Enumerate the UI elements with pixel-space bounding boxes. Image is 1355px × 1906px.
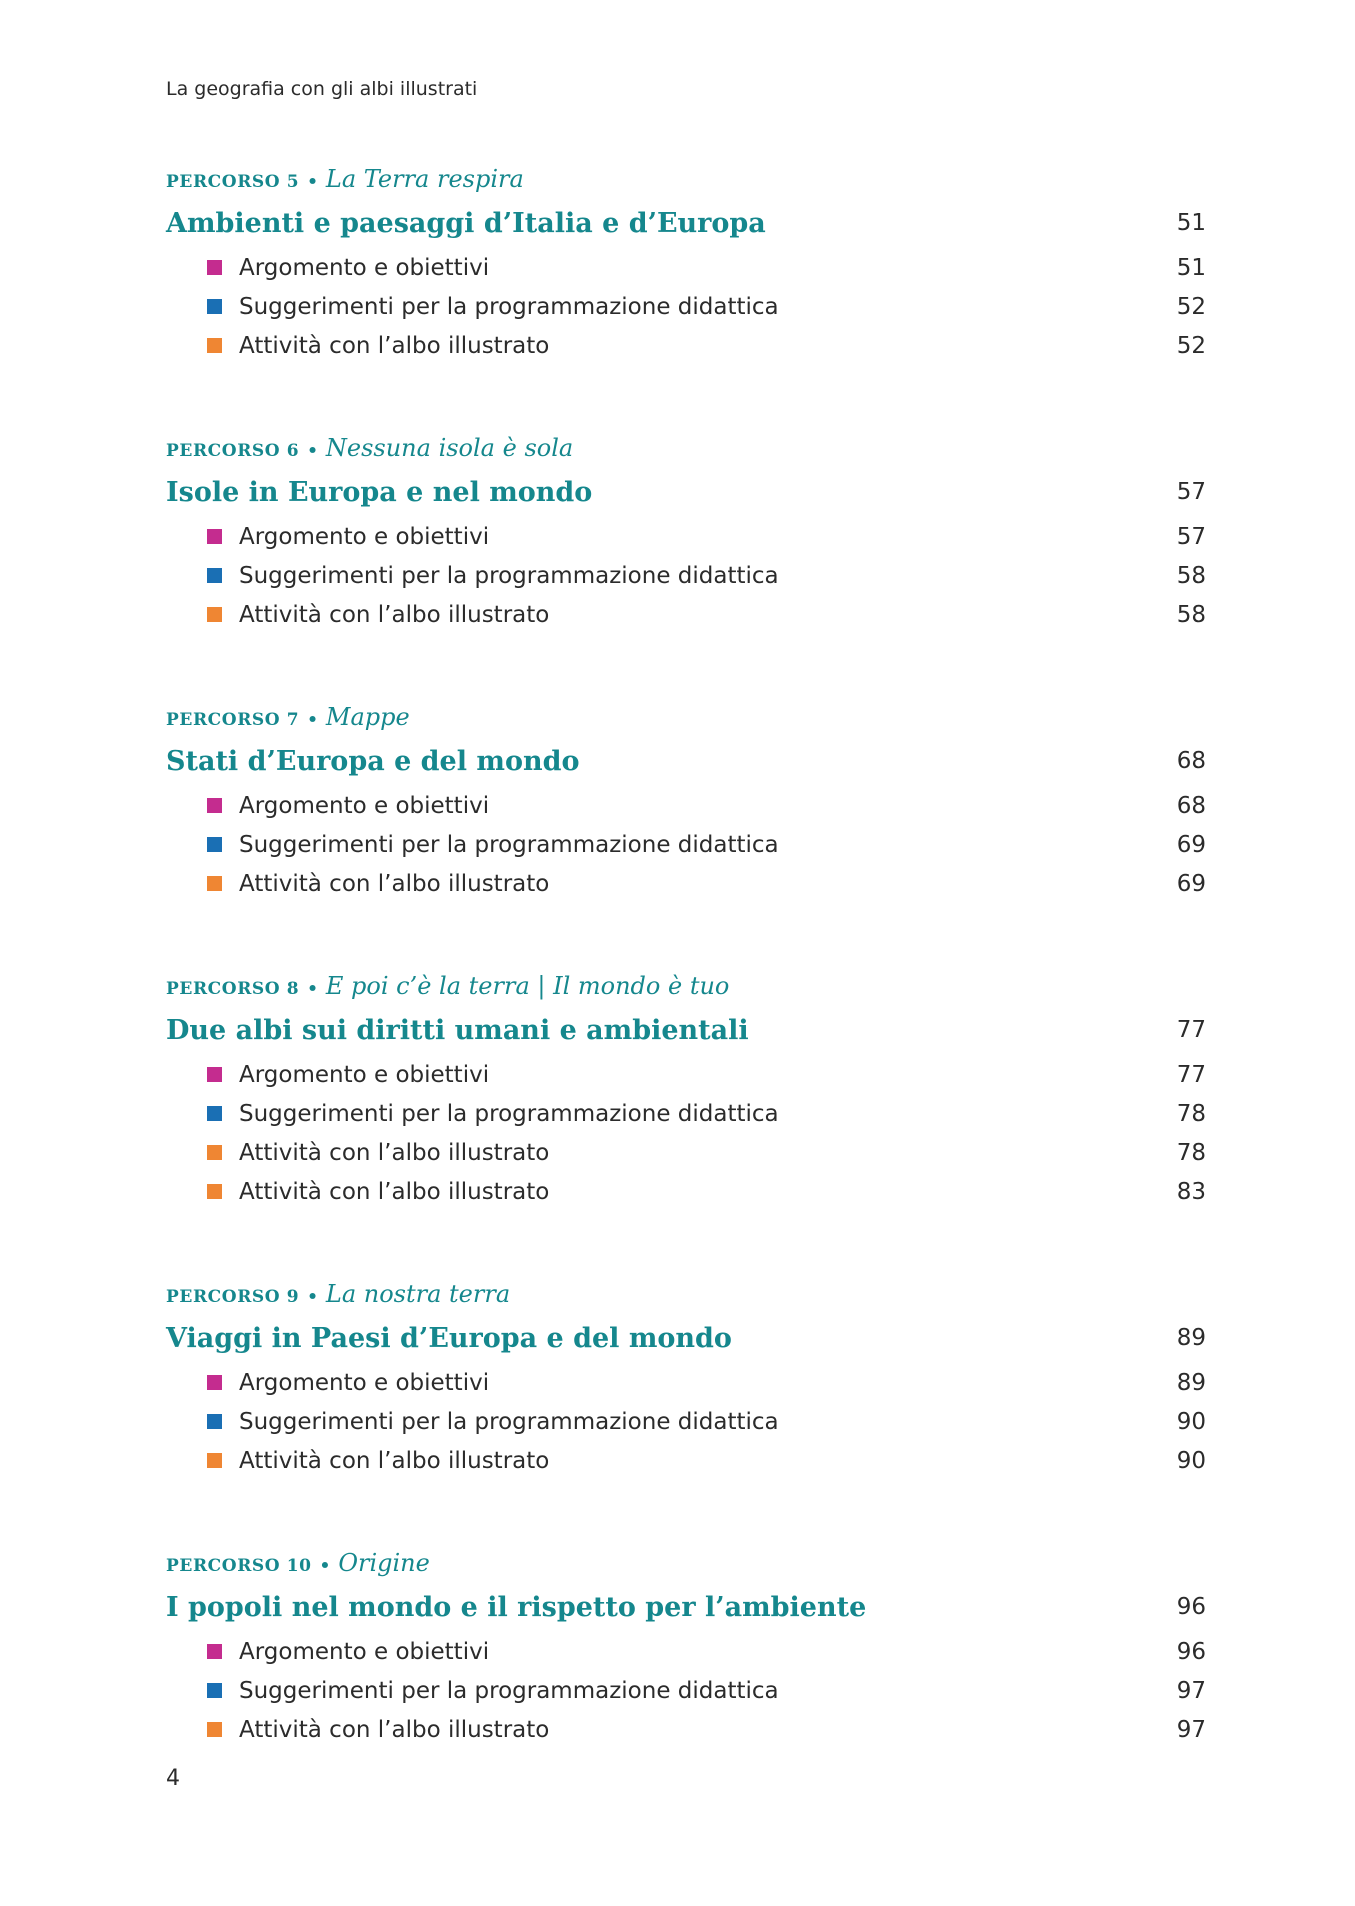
toc-section <box>166 429 1206 634</box>
chapter-page-number: 68 <box>1176 748 1206 774</box>
toc-entry-page-number: 58 <box>1176 601 1206 628</box>
toc-entry-page-number: 69 <box>1176 831 1206 858</box>
chapter-row[interactable] <box>166 736 1206 786</box>
toc-entry-page-number: 97 <box>1176 1677 1206 1704</box>
toc-entry-left <box>166 871 549 897</box>
toc-entry-page-number: 58 <box>1176 562 1206 589</box>
percorso-label: PERCORSO 6 <box>166 441 300 461</box>
percorso-heading <box>166 160 1206 198</box>
toc-entry-left <box>166 524 489 550</box>
chapter-row[interactable] <box>166 1005 1206 1055</box>
square-bullet-icon <box>207 1067 222 1082</box>
toc-section <box>166 160 1206 365</box>
chapter-page-number: 51 <box>1176 210 1206 236</box>
square-bullet-icon <box>207 568 222 583</box>
toc-section <box>166 698 1206 903</box>
square-bullet-icon <box>207 1106 222 1121</box>
toc-entry-label: Suggerimenti per la programmazione didattica <box>239 1408 779 1435</box>
chapter-page-number: 89 <box>1176 1325 1206 1351</box>
square-bullet-icon <box>207 876 222 891</box>
square-bullet-icon <box>207 1414 222 1429</box>
percorso-label: PERCORSO 9 <box>166 1287 300 1307</box>
toc-entry-label: Suggerimenti per la programmazione didattica <box>239 562 779 589</box>
square-bullet-icon <box>207 1722 222 1737</box>
toc-section <box>166 1275 1206 1480</box>
toc-entry-left <box>166 1140 549 1166</box>
toc-entry-label: Argomento e obiettivi <box>239 1638 490 1665</box>
square-bullet-icon <box>207 260 222 275</box>
toc-entry[interactable] <box>166 864 1206 903</box>
toc-section <box>166 967 1206 1211</box>
chapter-title: Isole in Europa e nel mondo <box>166 476 593 508</box>
toc-entry-label: Attività con l’albo illustrato <box>239 332 550 359</box>
square-bullet-icon <box>207 1644 222 1659</box>
toc-entry[interactable] <box>166 517 1206 556</box>
chapter-row[interactable] <box>166 467 1206 517</box>
toc-entry[interactable] <box>166 1172 1206 1211</box>
toc-entry-left <box>166 1179 549 1205</box>
toc-entry-label: Attività con l’albo illustrato <box>239 1139 550 1166</box>
running-head: La geografia con gli albi illustrati <box>166 78 478 100</box>
toc-entry[interactable] <box>166 1402 1206 1441</box>
toc-entry[interactable] <box>166 825 1206 864</box>
square-bullet-icon <box>207 1145 222 1160</box>
toc-entry[interactable] <box>166 556 1206 595</box>
square-bullet-icon <box>207 607 222 622</box>
chapter-page-number: 57 <box>1176 479 1206 505</box>
toc-entry-label: Suggerimenti per la programmazione didattica <box>239 1100 779 1127</box>
percorso-heading <box>166 698 1206 736</box>
toc-entry[interactable] <box>166 595 1206 634</box>
percorso-label: PERCORSO 7 <box>166 710 300 730</box>
table-of-contents <box>166 160 1206 1813</box>
toc-entry-page-number: 69 <box>1176 870 1206 897</box>
toc-entry[interactable] <box>166 287 1206 326</box>
percorso-heading <box>166 967 1206 1005</box>
chapter-title: Stati d’Europa e del mondo <box>166 745 580 777</box>
toc-entry-label: Attività con l’albo illustrato <box>239 870 550 897</box>
toc-entry-page-number: 90 <box>1176 1447 1206 1474</box>
toc-entry[interactable] <box>166 1055 1206 1094</box>
percorso-label: PERCORSO 10 <box>166 1556 312 1576</box>
toc-entry-left <box>166 1448 549 1474</box>
square-bullet-icon <box>207 1453 222 1468</box>
toc-entry-left <box>166 1062 489 1088</box>
square-bullet-icon <box>207 837 222 852</box>
toc-entry[interactable] <box>166 1671 1206 1710</box>
toc-entry-left <box>166 563 779 589</box>
toc-entry[interactable] <box>166 248 1206 287</box>
toc-entry[interactable] <box>166 786 1206 825</box>
percorso-heading <box>166 1275 1206 1313</box>
bullet-separator: • <box>301 979 324 999</box>
toc-entry-label: Argomento e obiettivi <box>239 1369 490 1396</box>
page-number: 4 <box>166 1766 180 1791</box>
chapter-title: Due albi sui diritti umani e ambientali <box>166 1014 749 1046</box>
toc-entry-label: Argomento e obiettivi <box>239 254 490 281</box>
toc-entry-page-number: 89 <box>1176 1369 1206 1396</box>
square-bullet-icon <box>207 1683 222 1698</box>
toc-entry-label: Argomento e obiettivi <box>239 1061 490 1088</box>
chapter-page-number: 77 <box>1176 1017 1206 1043</box>
toc-entry-page-number: 78 <box>1176 1100 1206 1127</box>
toc-entry-label: Attività con l’albo illustrato <box>239 601 550 628</box>
toc-entry-left <box>166 1409 779 1435</box>
bullet-separator: • <box>301 441 324 461</box>
chapter-row[interactable] <box>166 1313 1206 1363</box>
bullet-separator: • <box>301 1287 324 1307</box>
chapter-row[interactable] <box>166 1582 1206 1632</box>
toc-entry-left <box>166 1101 779 1127</box>
toc-entry-left <box>166 333 549 359</box>
toc-entry[interactable] <box>166 1363 1206 1402</box>
toc-entry-label: Attività con l’albo illustrato <box>239 1178 550 1205</box>
toc-entry-label: Suggerimenti per la programmazione didattica <box>239 831 779 858</box>
percorso-title: E poi c’è la terra | Il mondo è tuo <box>325 972 730 1000</box>
square-bullet-icon <box>207 1184 222 1199</box>
toc-entry-page-number: 83 <box>1176 1178 1206 1205</box>
toc-entry[interactable] <box>166 1632 1206 1671</box>
bullet-separator: • <box>313 1556 337 1576</box>
toc-entry-left <box>166 793 489 819</box>
toc-entry-page-number: 57 <box>1176 523 1206 550</box>
chapter-title: Ambienti e paesaggi d’Italia e d’Europa <box>166 207 766 239</box>
chapter-title: I popoli nel mondo e il rispetto per l’ambiente <box>166 1591 867 1623</box>
toc-entry-label: Argomento e obiettivi <box>239 523 490 550</box>
percorso-title: La Terra respira <box>325 165 524 193</box>
toc-entry-label: Suggerimenti per la programmazione didattica <box>239 1677 779 1704</box>
percorso-title: La nostra terra <box>325 1280 511 1308</box>
toc-entry-left <box>166 1717 549 1743</box>
toc-entry[interactable] <box>166 1094 1206 1133</box>
toc-entry-left <box>166 832 779 858</box>
toc-section <box>166 1544 1206 1749</box>
toc-entry-page-number: 90 <box>1176 1408 1206 1435</box>
toc-entry[interactable] <box>166 326 1206 365</box>
toc-entry-label: Attività con l’albo illustrato <box>239 1716 550 1743</box>
square-bullet-icon <box>207 338 222 353</box>
toc-entry-page-number: 52 <box>1176 293 1206 320</box>
toc-entry-left <box>166 1370 489 1396</box>
toc-entry-left <box>166 294 779 320</box>
toc-entry[interactable] <box>166 1710 1206 1749</box>
percorso-heading <box>166 429 1206 467</box>
toc-entry-page-number: 77 <box>1176 1061 1206 1088</box>
toc-entry[interactable] <box>166 1133 1206 1172</box>
toc-entry-left <box>166 255 489 281</box>
toc-entry-page-number: 96 <box>1176 1638 1206 1665</box>
percorso-label: PERCORSO 5 <box>166 172 300 192</box>
percorso-heading <box>166 1544 1206 1582</box>
toc-entry-label: Suggerimenti per la programmazione didattica <box>239 293 779 320</box>
square-bullet-icon <box>207 798 222 813</box>
percorso-title: Mappe <box>325 703 410 731</box>
toc-entry-page-number: 51 <box>1176 254 1206 281</box>
percorso-label: PERCORSO 8 <box>166 979 300 999</box>
toc-entry-left <box>166 1639 489 1665</box>
chapter-page-number: 96 <box>1176 1594 1206 1620</box>
toc-entry-label: Attività con l’albo illustrato <box>239 1447 550 1474</box>
toc-entry-left <box>166 1678 779 1704</box>
percorso-title: Origine <box>338 1549 430 1577</box>
square-bullet-icon <box>207 299 222 314</box>
toc-entry-label: Argomento e obiettivi <box>239 792 490 819</box>
chapter-title: Viaggi in Paesi d’Europa e del mondo <box>166 1322 732 1354</box>
toc-entry-page-number: 68 <box>1176 792 1206 819</box>
toc-entry-page-number: 78 <box>1176 1139 1206 1166</box>
bullet-separator: • <box>301 710 324 730</box>
toc-entry-page-number: 97 <box>1176 1716 1206 1743</box>
toc-entry-page-number: 52 <box>1176 332 1206 359</box>
square-bullet-icon <box>207 529 222 544</box>
square-bullet-icon <box>207 1375 222 1390</box>
toc-entry-left <box>166 602 549 628</box>
toc-entry[interactable] <box>166 1441 1206 1480</box>
bullet-separator: • <box>301 172 324 192</box>
chapter-row[interactable] <box>166 198 1206 248</box>
percorso-title: Nessuna isola è sola <box>325 434 574 462</box>
